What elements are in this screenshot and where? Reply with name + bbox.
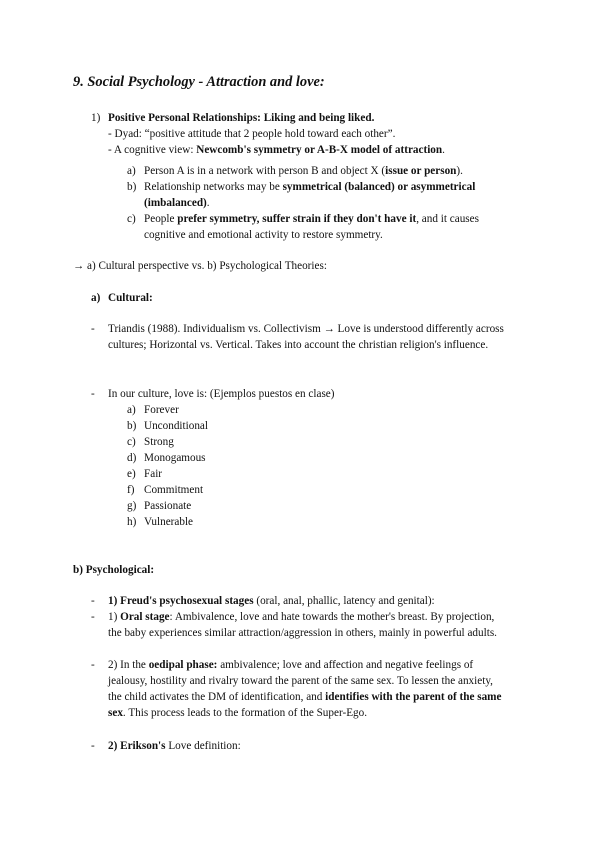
oedipal-prefix: 2) In the xyxy=(108,659,149,671)
list-item-text: ). xyxy=(456,165,463,177)
oral-stage-paragraph xyxy=(108,609,508,641)
erikson-text: Love definition: xyxy=(165,740,241,752)
page-title: 9. Social Psychology - Attraction and love: xyxy=(73,74,325,90)
cultural-label: a) xyxy=(91,292,101,304)
love-item-label: g) xyxy=(127,500,137,512)
bullet-dash: - xyxy=(91,740,95,752)
bullet-dash: - xyxy=(91,659,95,671)
love-item-label: f) xyxy=(127,484,135,496)
bullet-dash: - xyxy=(91,595,95,607)
cognitive-view-suffix: . xyxy=(442,144,445,156)
love-item-label: h) xyxy=(127,516,137,528)
love-item: Passionate xyxy=(144,500,192,512)
cognitive-view-line xyxy=(108,142,445,158)
freud-line xyxy=(108,593,508,609)
oedipal-text: ambivalence; love and affection and negative feelings of jealousy, hostility and rivalry toward the parent of the same sex. To lessen the anxiety, the child activates the DM of identification, and xyxy=(108,659,493,703)
love-item: Fair xyxy=(144,468,163,480)
love-culture-intro: In our culture, love is: (Ejemplos puestos en clase) xyxy=(108,388,335,400)
list-item-text: People xyxy=(144,213,178,225)
oral-stage-text: : Ambivalence, love and hate towards the mother's breast. By projection, the baby experiences similar attraction/aggression in others, mainly in powerful adults. xyxy=(108,611,497,639)
list-item-label: b) xyxy=(127,181,137,193)
oral-stage-number: 1) xyxy=(108,611,121,623)
erikson-title: 2) Erikson's xyxy=(108,740,166,752)
oedipal-identification: identifies with the parent of the same sex xyxy=(108,691,502,719)
oedipal-paragraph xyxy=(108,657,508,721)
bullet-dash: - xyxy=(91,323,95,335)
perspective-line: → a) Cultural perspective vs. b) Psychological Theories: xyxy=(73,260,327,272)
love-item: Strong xyxy=(144,436,174,448)
erikson-line xyxy=(108,738,508,754)
bullet-dash: - xyxy=(91,388,95,400)
love-item: Unconditional xyxy=(144,420,209,432)
section-1-number: 1) xyxy=(91,112,101,124)
psychological-heading: b) Psychological: xyxy=(73,564,155,576)
cognitive-view-prefix: - A cognitive view: xyxy=(108,144,197,156)
bullet-dash: - xyxy=(91,611,95,623)
love-item-label: a) xyxy=(127,404,136,416)
love-item-label: c) xyxy=(127,436,136,448)
oedipal-title: oedipal phase: xyxy=(148,659,218,671)
cultural-heading: Cultural: xyxy=(108,292,153,304)
cognitive-view-model: Newcomb's symmetry or A-B-X model of attraction xyxy=(196,144,443,156)
freud-stages: (oral, anal, phallic, latency and genital): xyxy=(253,595,435,607)
oral-stage-title: Oral stage xyxy=(120,611,170,623)
list-item-bold: issue or person xyxy=(385,165,457,177)
love-item-label: d) xyxy=(127,452,137,464)
love-item: Vulnerable xyxy=(144,516,194,528)
love-item: Monogamous xyxy=(144,452,206,464)
love-item-label: e) xyxy=(127,468,136,480)
section-1-heading: Positive Personal Relationships: Liking and being liked. xyxy=(108,112,375,124)
oedipal-end: . This process leads to the formation of the Super-Ego. xyxy=(122,707,368,719)
triandis-paragraph: Triandis (1988). Individualism vs. Collectivism → Love is understood differently across cultures; Horizontal vs. Vertical. Takes into account the christian religion's influence. xyxy=(108,323,504,351)
list-item-bold: symmetrical (balanced) or asymmetrical (imbalanced) xyxy=(144,181,476,209)
dyad-definition: - Dyad: “positive attitude that 2 people hold toward each other”. xyxy=(108,128,396,140)
love-item: Forever xyxy=(144,404,179,416)
list-item xyxy=(144,179,512,211)
list-item xyxy=(144,163,512,179)
love-item-label: b) xyxy=(127,420,137,432)
list-item-text: Relationship networks may be xyxy=(144,181,283,193)
list-item-text: , and it causes cognitive and emotional activity to restore symmetry. xyxy=(144,213,479,241)
list-item-bold: prefer symmetry, suffer strain if they don't have it xyxy=(177,213,417,225)
list-item-label: c) xyxy=(127,213,136,225)
list-item-text: Person A is in a network with person B and object X ( xyxy=(144,165,386,177)
love-item: Commitment xyxy=(144,484,204,496)
list-item xyxy=(144,211,512,243)
list-item-text: . xyxy=(206,197,210,209)
freud-title: 1) Freud's psychosexual stages xyxy=(108,595,254,607)
list-item-label: a) xyxy=(127,165,136,177)
